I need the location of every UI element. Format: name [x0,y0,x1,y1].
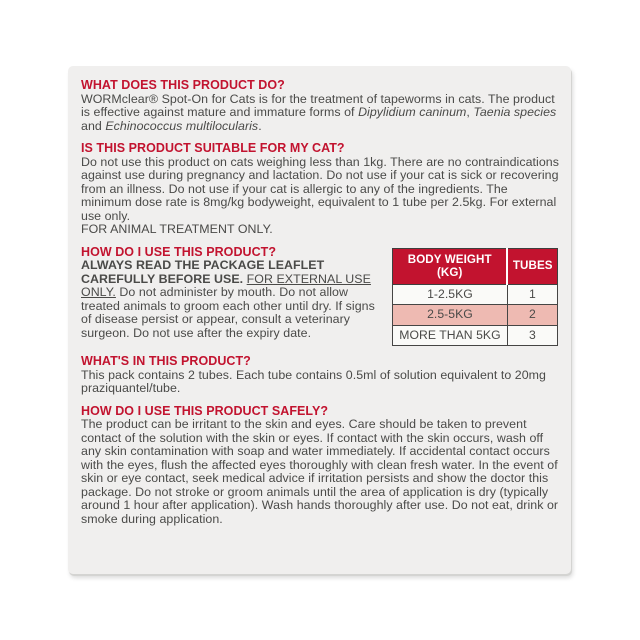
section-use-safely [81,405,559,527]
how-to-use-text-column [81,246,383,341]
body-weight-cell: MORE THAN 5KG [393,325,508,346]
section-suitable-for-cat [81,142,559,237]
dosage-table [392,248,558,347]
dosage-table-header-body-weight: BODY WEIGHT (KG) [393,248,508,284]
section-heading-what-does: WHAT DOES THIS PRODUCT DO? [81,78,285,92]
tubes-cell: 3 [507,325,557,346]
section-body-whats-in: This pack contains 2 tubes. Each tube contains 0.5ml of solution equivalent to 20mg praziquantel/tube. [81,367,546,395]
body-weight-cell: 2.5-5KG [393,305,508,326]
section-heading-safely: HOW DO I USE THIS PRODUCT SAFELY? [81,403,329,418]
dosage-table-header-row [393,248,558,284]
section-body-how-use: ALWAYS READ THE PACKAGE LEAFLET CAREFULLY BEFORE USE. FOR EXTERNAL USE ONLY. Do not administer by mouth. Do not allow treated animals to groom each other until dry. If signs of disease persist or appear, consult a veterinary surgeon. Do not use after the expiry date. [81,258,375,340]
product-info-panel [68,66,571,574]
section-whats-in-product [81,355,559,396]
section-what-does-product-do [81,79,559,133]
section-heading-how-use: HOW DO I USE THIS PRODUCT? [81,244,277,259]
dosage-table-header-tubes: TUBES [507,248,557,284]
section-heading-suitable: IS THIS PRODUCT SUITABLE FOR MY CAT? [81,141,345,155]
section-heading-whats-in: WHAT'S IN THIS PRODUCT? [81,354,251,368]
section-how-to-use [81,246,559,347]
table-row-highlighted [393,305,558,326]
table-row [393,284,558,305]
section-body-safely: The product can be irritant to the skin and eyes. Care should be taken to prevent contact of the solution with the skin or eyes. If contact with the skin occurs, wash off any skin contamination with soap and water immediately. If accidental contact occurs with the eyes, flush the affected eyes thoroughly with clean fresh water. In the event of skin or eye contact, seek medical advice if irritation persists and show the doctor this package. Do not stroke or groom animals until the area of application is dry (typically around 1 hour after application). Wash hands thoroughly after use. Do not eat, drink or smoke during application. [81,417,559,526]
tubes-cell: 2 [507,305,557,326]
section-body-suitable: Do not use this product on cats weighing less than 1kg. There are no contraindications against use during pregnancy and lactation. Do not use if your cat is sick or recovering from an illness. Do not use if your cat is allergic to any of the ingredients. The minimum dose rate is 8mg/kg bodyweight, equivalent to 1 tube per 2.5kg. For external use only. FOR ANIMAL TREATMENT ONLY. [81,154,559,236]
table-row [393,325,558,346]
tubes-cell: 1 [507,284,557,305]
section-body-what-does: WORMclear® Spot-On for Cats is for the treatment of tapeworms in cats. The product is effective against mature and immature forms of Dipylidium caninum, Taenia species and Echinococcus multilocularis. [81,91,557,133]
body-weight-cell: 1-2.5KG [393,284,508,305]
